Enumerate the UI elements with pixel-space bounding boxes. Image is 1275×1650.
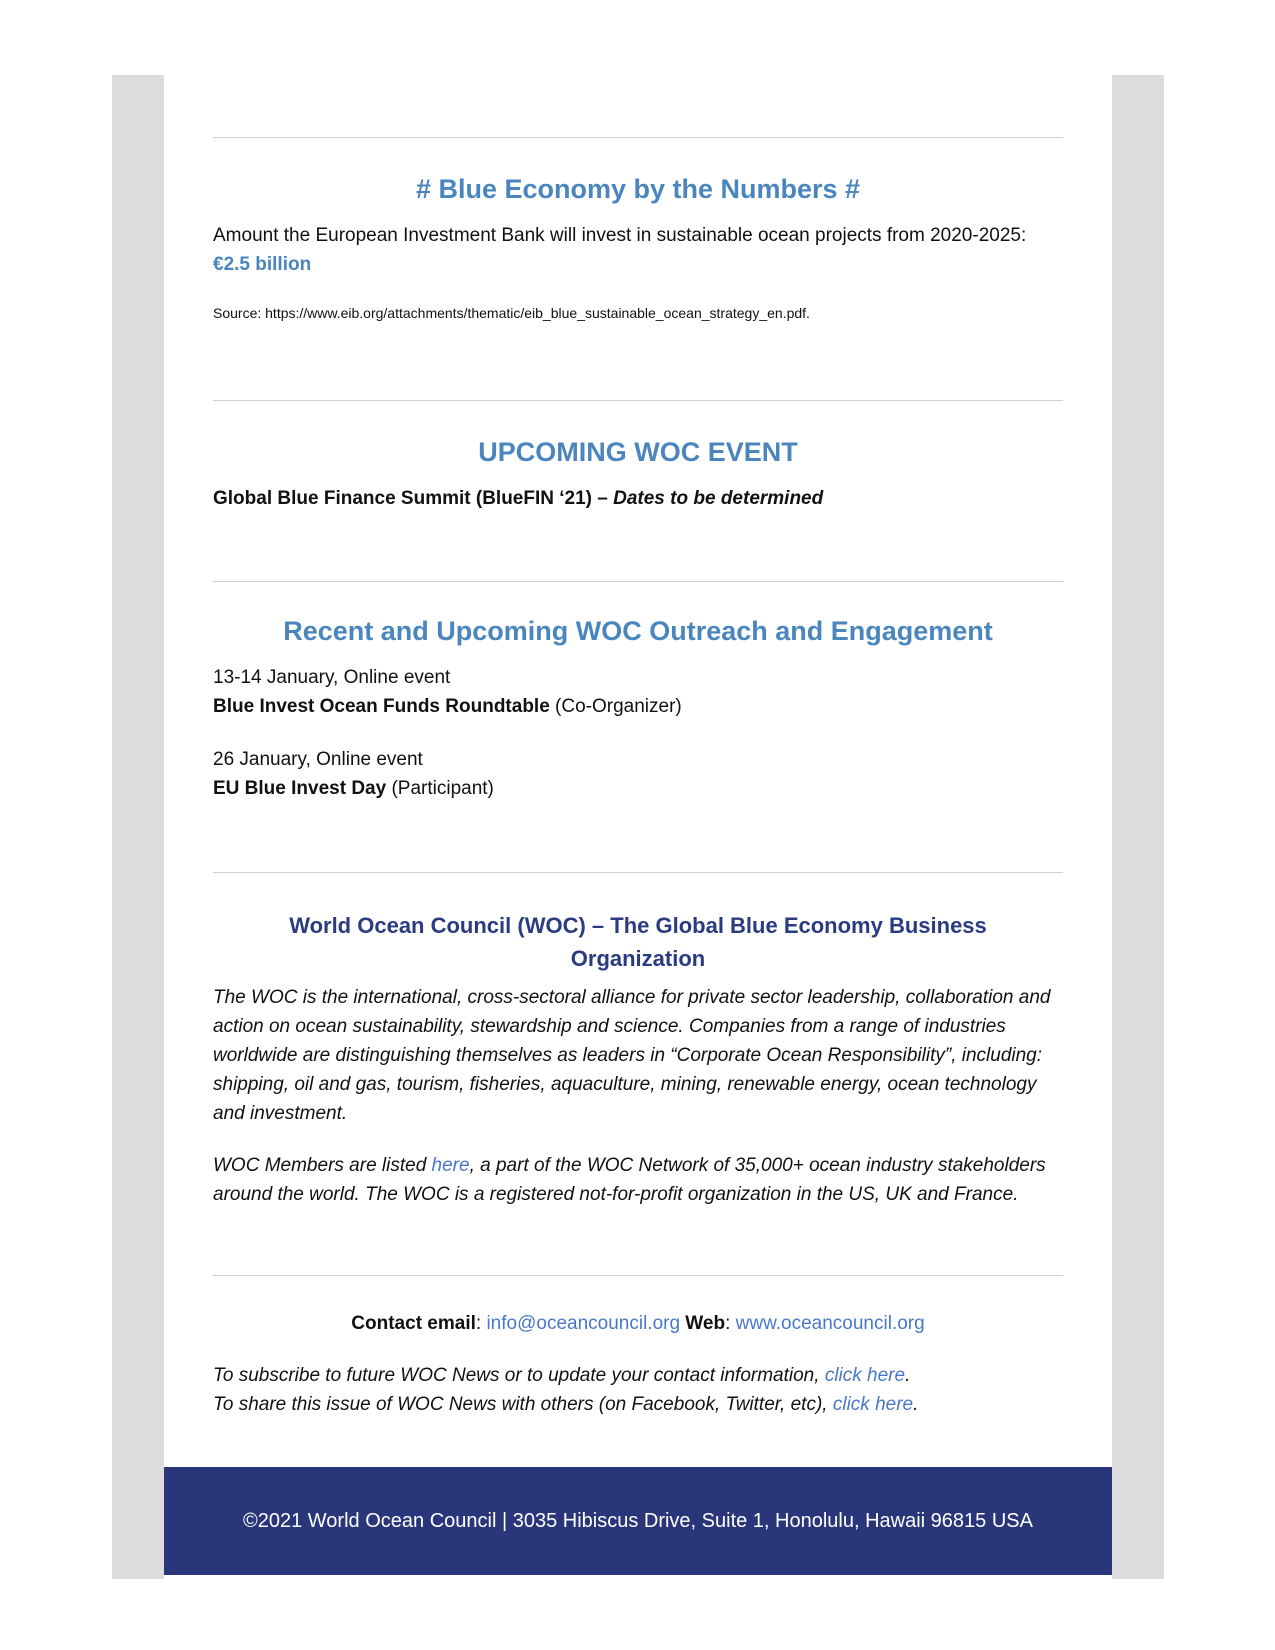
stat-value: €2.5 billion — [213, 254, 312, 275]
contact-email-sep: : — [475, 1313, 487, 1334]
subscribe-text: To subscribe to future WOC News or to update your contact information, — [213, 1365, 825, 1386]
event-heading: UPCOMING WOC EVENT — [478, 437, 798, 467]
members-prefix: WOC Members are listed — [213, 1155, 432, 1176]
subscribe-period: . — [905, 1365, 911, 1386]
numbers-section — [213, 174, 1063, 335]
section-divider — [213, 1275, 1063, 1276]
share-period: . — [913, 1394, 919, 1415]
outreach-item — [213, 745, 1063, 803]
contact-section — [213, 1309, 1063, 1419]
contact-line — [213, 1309, 1063, 1338]
event-name: Global Blue Finance Summit (BlueFIN ‘21) – — [213, 488, 608, 509]
members-paragraph — [213, 1151, 1063, 1209]
stat-description: Amount the European Investment Bank will invest in sustainable ocean projects from 2020-2025: — [213, 225, 1027, 246]
footer-bar — [164, 1467, 1112, 1575]
outreach-item-date: 26 January, Online event — [213, 749, 423, 770]
contact-email-link[interactable]: info@oceancouncil.org — [486, 1313, 681, 1334]
about-heading-line2: Organization — [570, 946, 706, 971]
members-suffix: , a part of the WOC Network of 35,000+ ocean industry stakeholders around the world. The WOC is a registered not-for-profit organization in the US, UK and France. — [213, 1155, 1046, 1205]
stat-source: Source: https://www.eib.org/attachments/thematic/eib_blue_sustainable_ocean_strategy_en.pdf. — [213, 305, 810, 321]
outreach-item-role: (Participant) — [386, 778, 494, 799]
outreach-heading: Recent and Upcoming WOC Outreach and Engagement — [283, 616, 993, 646]
numbers-heading: # Blue Economy by the Numbers # — [415, 174, 861, 204]
outreach-item-title: Blue Invest Ocean Funds Roundtable — [213, 696, 550, 717]
contact-web-sep: : — [725, 1313, 736, 1334]
stat-text — [213, 221, 1063, 279]
outreach-item-title: EU Blue Invest Day — [213, 778, 387, 799]
event-section — [213, 437, 1063, 513]
about-heading — [213, 909, 1063, 975]
section-divider — [213, 137, 1063, 138]
outreach-item — [213, 663, 1063, 721]
contact-web-label: Web — [680, 1313, 726, 1334]
event-line — [213, 484, 1063, 513]
contact-email-label: Contact email — [351, 1313, 476, 1334]
section-divider — [213, 581, 1063, 582]
section-divider — [213, 872, 1063, 873]
about-paragraph: The WOC is the international, cross-sectoral alliance for private sector leadership, collaboration and action on ocean sustainability, stewardship and science. Companies from a range of industries worldwide are distinguishing themselves as leaders in “Corporate Ocean Responsibility”, including: shipping, oil and gas, tourism, fisheries, aquaculture, mining, renewable energy, ocean technology and investment. — [213, 987, 1051, 1124]
share-text: To share this issue of WOC News with others (on Facebook, Twitter, etc), — [213, 1394, 833, 1415]
section-divider — [213, 400, 1063, 401]
members-link[interactable]: here — [431, 1155, 470, 1176]
about-heading-line1: World Ocean Council (WOC) – The Global Blue Economy Business — [289, 913, 987, 938]
subscription-lines — [213, 1361, 1063, 1419]
subscribe-link[interactable]: click here — [824, 1365, 906, 1386]
event-dates: Dates to be determined — [607, 488, 824, 509]
outreach-section — [213, 616, 1063, 803]
outreach-item-date: 13-14 January, Online event — [213, 667, 451, 688]
about-section — [213, 909, 1063, 1209]
footer-text: ©2021 World Ocean Council | 3035 Hibiscus Drive, Suite 1, Honolulu, Hawaii 96815 USA — [243, 1509, 1033, 1532]
contact-web-link[interactable]: www.oceancouncil.org — [735, 1313, 925, 1334]
share-link[interactable]: click here — [832, 1394, 914, 1415]
outreach-item-role: (Co-Organizer) — [549, 696, 682, 717]
